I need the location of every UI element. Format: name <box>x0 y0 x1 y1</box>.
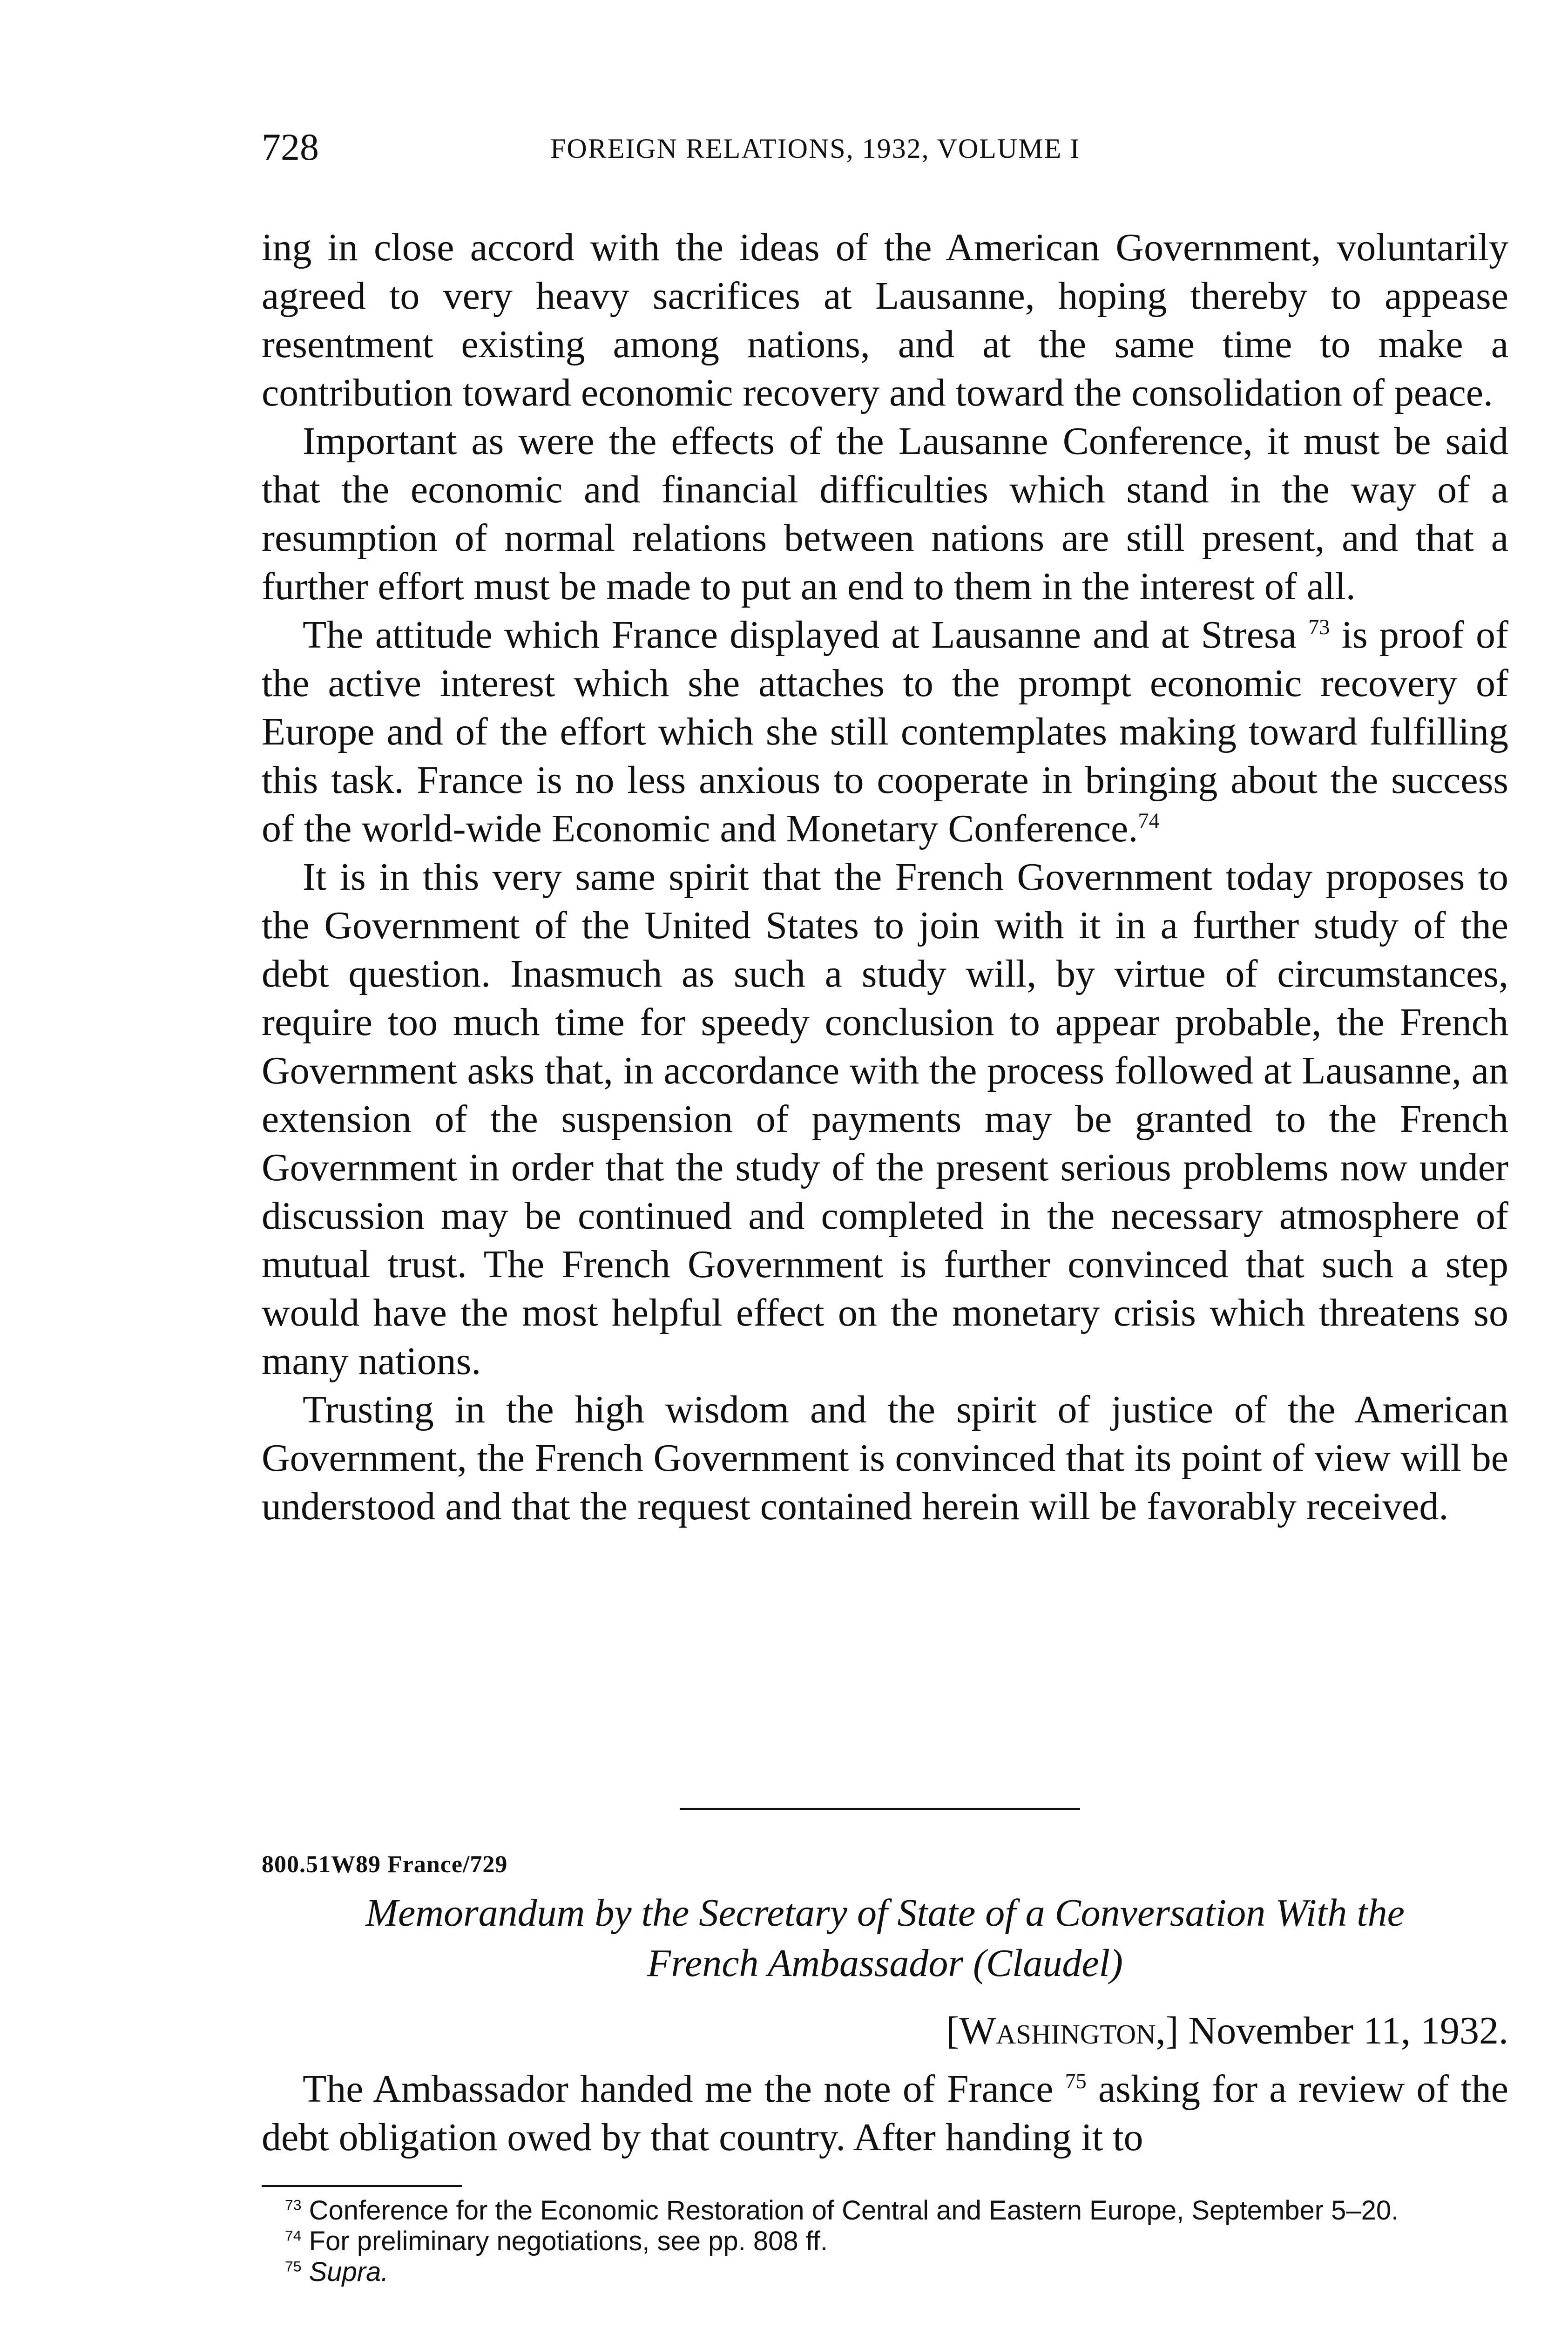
dateline-place: [Washington,] <box>946 2009 1179 2052</box>
footnote-text: Supra. <box>309 2257 389 2287</box>
paragraph: Important as were the effects of the Lausanne Conference, it must be said that the economic and financial difficulties which stand in the way of a resumption of normal relations between nations are still present, and that a further effort must be made to put an end to them in the interest of all. <box>262 420 1508 608</box>
footnote-number: 73 <box>285 2196 302 2213</box>
footnote <box>262 2195 1508 2226</box>
dateline-date: November 11, 1932. <box>1178 2009 1508 2052</box>
footnote-ref[interactable]: 74 <box>1138 809 1160 832</box>
footnote-text: For preliminary negotiations, see pp. 808 ff. <box>309 2226 828 2256</box>
footnote-divider <box>262 2185 462 2187</box>
footnote-ref[interactable]: 75 <box>1065 2069 1087 2093</box>
footnote-ref[interactable]: 73 <box>1308 615 1330 639</box>
memo-title-line: French Ambassador (Claudel) <box>647 1942 1123 1985</box>
note-body <box>262 223 1508 1531</box>
paragraph <box>262 2065 1508 2162</box>
paragraph: Trusting in the high wisdom and the spirit of justice of the American Government, the French Government is convinced that its point of view will be understood and that the request contained herein will be favorably received. <box>262 1388 1508 1528</box>
memo-title-line: Memorandum by the Secretary of State of a Conversation With the <box>365 1891 1405 1935</box>
footnote <box>262 2226 1508 2257</box>
footnote-number: 74 <box>285 2227 302 2244</box>
section-divider <box>680 1808 1080 1810</box>
footnote-number: 75 <box>285 2258 302 2275</box>
paragraph-text: The Ambassador handed me the note of France <box>303 2067 1054 2111</box>
page-header <box>262 128 1508 184</box>
page-number: 728 <box>262 126 319 168</box>
footnotes <box>262 2195 1508 2287</box>
file-reference: 800.51W89 France/729 <box>262 1851 508 1878</box>
running-head: FOREIGN RELATIONS, 1932, VOLUME I <box>550 133 1081 164</box>
footnote <box>262 2257 1508 2287</box>
paragraph: ing in close accord with the ideas of the American Government, voluntarily agreed to very heavy sacrifices at Lausanne, hoping thereby to appease resentment existing among nations, and at the same time to make a contribution toward economic recovery and toward the consolidation of peace. <box>262 226 1508 414</box>
memo-body <box>262 2065 1508 2162</box>
dateline <box>262 2007 1508 2055</box>
paragraph-text: is proof of the active interest which she attaches to the prompt economic recovery of Europe and of the effort which she still contemplates making toward fulfilling this task. France is no less anxious to cooperate in bringing about the success of the world-wide Economic and Monetary Conference. <box>262 613 1508 850</box>
paragraph <box>262 611 1508 853</box>
memo-title <box>262 1888 1508 1989</box>
paragraph-text: The attitude which France displayed at Lausanne and at Stresa <box>303 613 1297 656</box>
footnote-text: Conference for the Economic Restoration of Central and Eastern Europe, September 5–20. <box>309 2195 1399 2226</box>
paragraph: It is in this very same spirit that the French Government today proposes to the Government of the United States to join with it in a further study of the debt question. Inasmuch as such a study will, by virtue of circumstances, require too much time for speedy conclusion to appear probable, the French Government asks that, in accordance with the process followed at Lausanne, an extension of the suspension of payments may be granted to the French Government in order that the study of the present serious problems now under discussion may be continued and completed in the necessary atmosphere of mutual trust. The French Government is further convinced that such a step would have the most helpful effect on the monetary crisis which threatens so many nations. <box>262 855 1508 1383</box>
paragraph-text: asking for a review of the debt obligation owed by that country. After handing it to <box>262 2067 1508 2159</box>
